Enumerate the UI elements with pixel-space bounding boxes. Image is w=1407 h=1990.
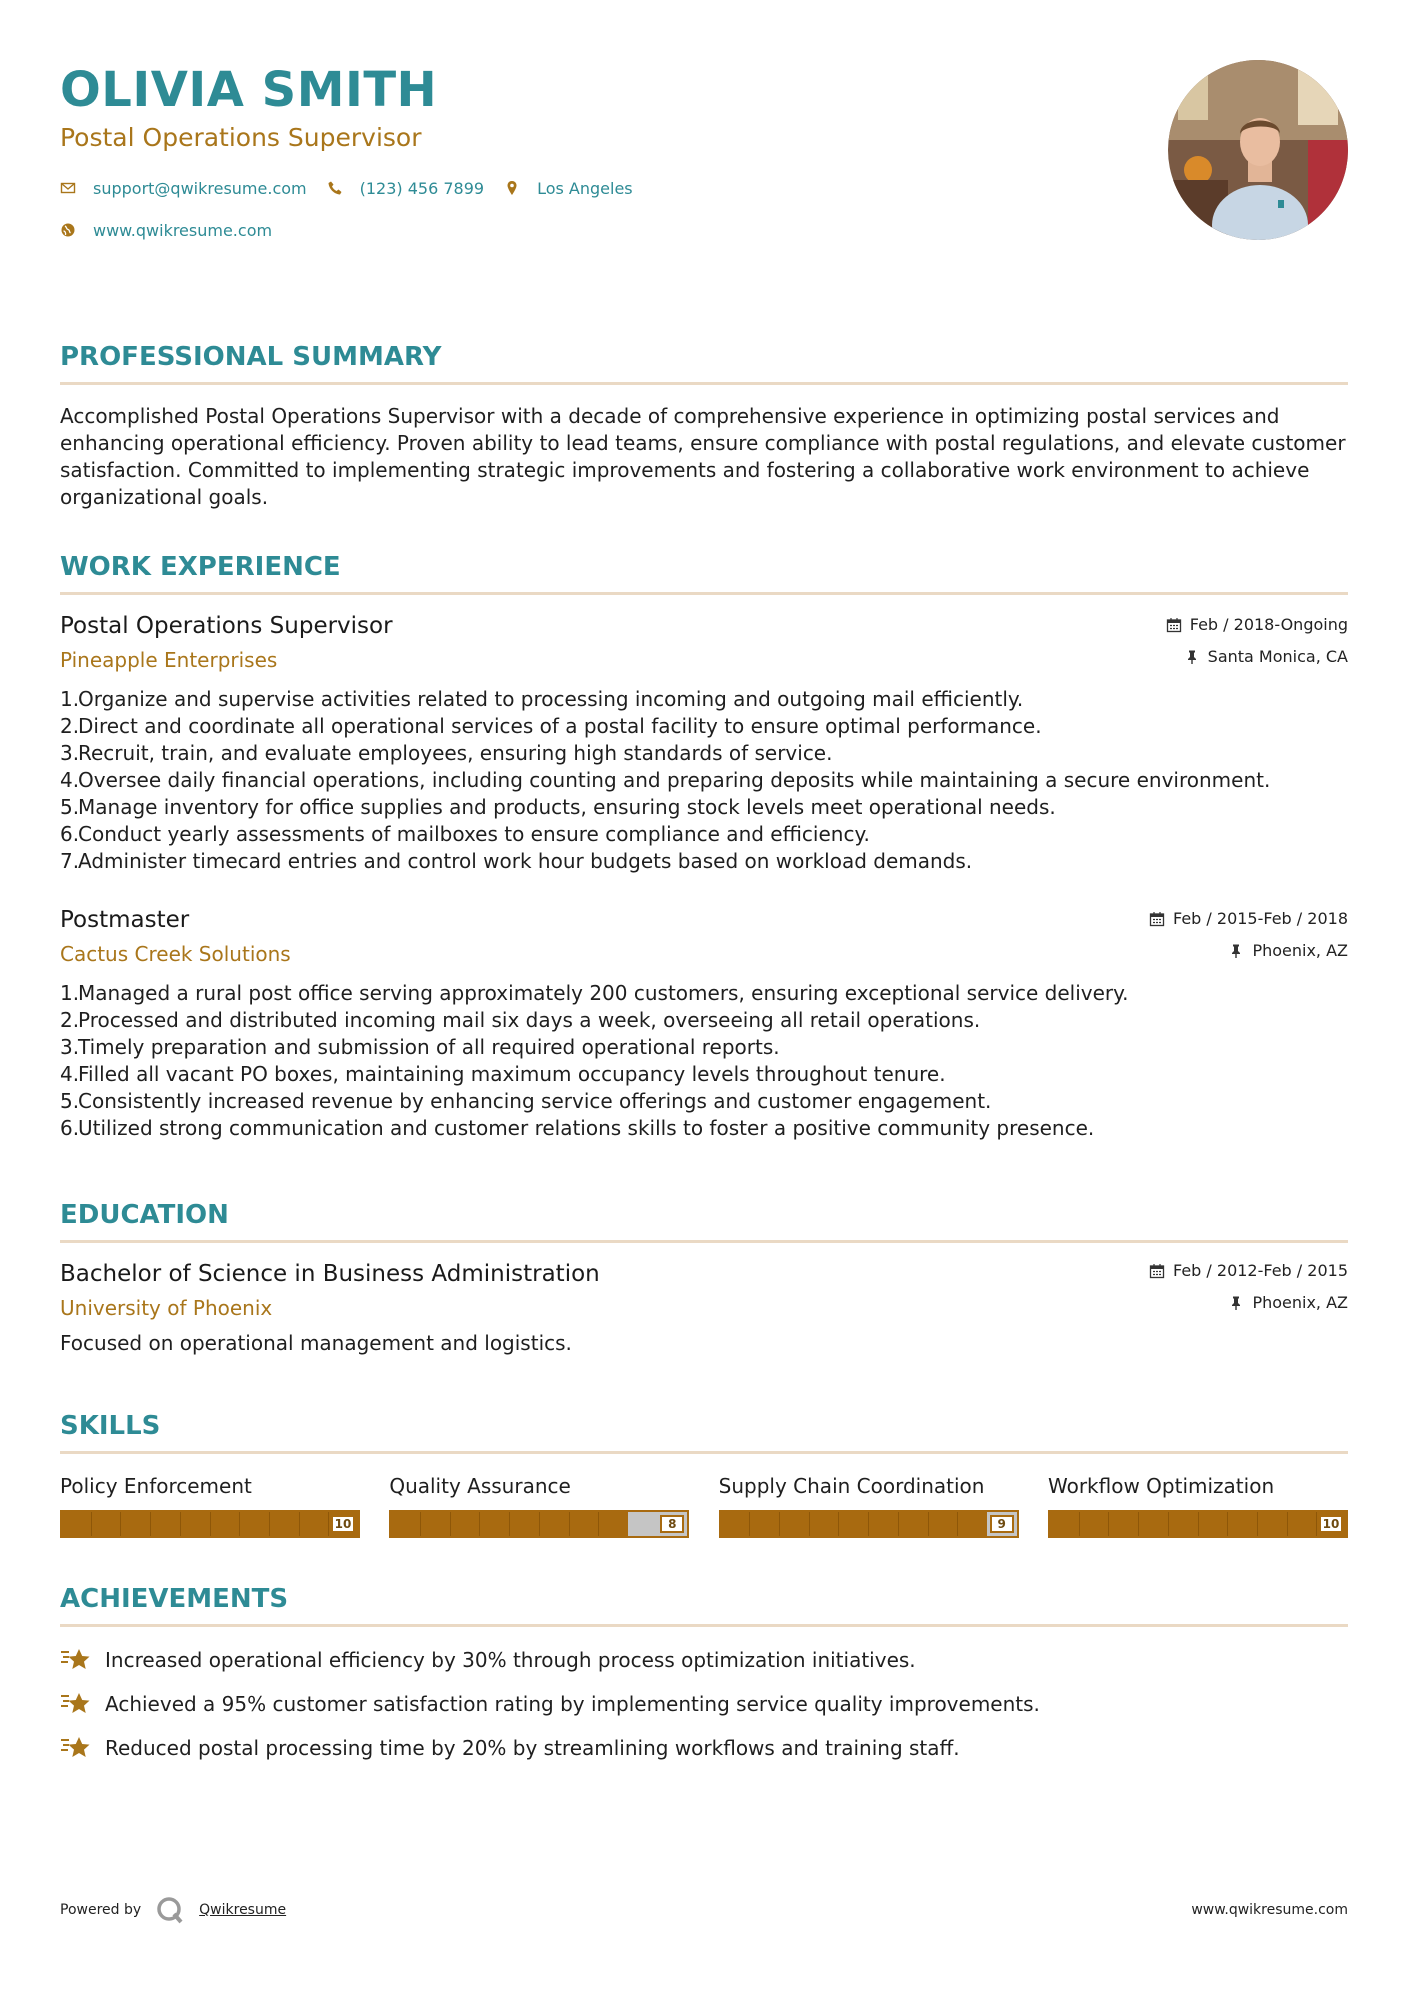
achievement-item bbox=[60, 1645, 1348, 1675]
dates-text: Feb / 2018-Ongoing bbox=[1189, 615, 1348, 634]
contact-email[interactable] bbox=[60, 179, 307, 198]
duty-item: 1. Organize and supervise activities related to processing incoming and outgoing mail efficiently. bbox=[60, 687, 1024, 711]
skill-name: Policy Enforcement bbox=[60, 1474, 252, 1498]
header bbox=[60, 60, 1348, 250]
dates-text: Feb / 2012-Feb / 2015 bbox=[1173, 1261, 1348, 1280]
experience-section bbox=[60, 550, 1348, 1142]
calendar-icon bbox=[1149, 911, 1165, 927]
job-dates bbox=[1149, 907, 1348, 931]
skill-item bbox=[389, 1472, 689, 1538]
education-title: EDUCATION bbox=[60, 1200, 229, 1230]
duty-item: 6. Conduct yearly assessments of mailboxes to ensure compliance and efficiency. bbox=[60, 822, 870, 846]
candidate-name: OLIVIA SMITH bbox=[60, 62, 438, 118]
achievement-text: Achieved a 95% customer satisfaction rating by implementing service quality improvements. bbox=[105, 1692, 1040, 1716]
duty-item: 3. Timely preparation and submission of all required operational reports. bbox=[60, 1035, 780, 1059]
qwikresume-logo-icon bbox=[155, 1895, 185, 1925]
job-dates bbox=[1166, 613, 1348, 637]
location-text: Los Angeles bbox=[537, 178, 633, 198]
location-text: Phoenix, AZ bbox=[1252, 941, 1348, 960]
job-title: Postal Operations Supervisor bbox=[60, 613, 393, 639]
qwikresume-link[interactable]: Qwikresume bbox=[199, 1902, 287, 1918]
section-divider bbox=[60, 382, 1348, 385]
skill-level-bar bbox=[60, 1510, 360, 1538]
skills-title: SKILLS bbox=[60, 1411, 161, 1441]
website-text[interactable]: www.qwikresume.com bbox=[93, 220, 273, 240]
achievement-item bbox=[60, 1689, 1348, 1719]
powered-by-label: Powered by bbox=[60, 1902, 142, 1918]
section-divider bbox=[60, 592, 1348, 595]
duty-item: 2. Direct and coordinate all operational services of a postal facility to ensure optimal performance. bbox=[60, 714, 1042, 738]
education-meta bbox=[1149, 1259, 1348, 1315]
contact-row-1 bbox=[60, 176, 1348, 200]
duty-item: 4. Oversee daily financial operations, including counting and preparing deposits while maintaining a secure environment. bbox=[60, 768, 1271, 792]
achievements-section bbox=[60, 1582, 1348, 1763]
skill-item bbox=[1048, 1472, 1348, 1538]
map-pin-icon bbox=[504, 180, 520, 196]
skill-level-fill bbox=[391, 1512, 628, 1536]
achievement-item bbox=[60, 1733, 1348, 1763]
skill-name: Quality Assurance bbox=[389, 1474, 571, 1498]
education-section bbox=[60, 1198, 1348, 1357]
skill-name: Workflow Optimization bbox=[1047, 1474, 1275, 1498]
phone-text[interactable]: (123) 456 7899 bbox=[359, 178, 485, 198]
skill-level-badge: 10 bbox=[331, 1515, 355, 1533]
powered-by bbox=[60, 1895, 286, 1925]
education-header bbox=[60, 1259, 1348, 1322]
skill-level-fill bbox=[1050, 1512, 1346, 1536]
skill-level-fill bbox=[62, 1512, 358, 1536]
pushpin-icon bbox=[1228, 943, 1244, 959]
footer bbox=[60, 1895, 1348, 1925]
skill-level-bar bbox=[719, 1510, 1019, 1538]
school-name: University of Phoenix bbox=[60, 1296, 273, 1320]
footer-site-link[interactable]: www.qwikresume.com bbox=[1191, 1902, 1348, 1918]
skills-section bbox=[60, 1409, 1348, 1538]
education-description: Focused on operational management and logistics. bbox=[60, 1331, 572, 1355]
section-divider bbox=[60, 1451, 1348, 1454]
skill-level-badge: 8 bbox=[660, 1515, 684, 1533]
star-icon bbox=[60, 1690, 92, 1718]
globe-icon bbox=[60, 222, 76, 238]
contact-location bbox=[504, 179, 633, 198]
contact-website[interactable] bbox=[60, 221, 272, 240]
experience-title: WORK EXPERIENCE bbox=[60, 552, 341, 582]
achievements-list bbox=[60, 1645, 1348, 1763]
skill-name: Supply Chain Coordination bbox=[718, 1474, 985, 1498]
pushpin-icon bbox=[1228, 1295, 1244, 1311]
job-title: Postmaster bbox=[60, 907, 190, 933]
job-header bbox=[60, 905, 1348, 968]
duty-item: 1. Managed a rural post office serving approximately 200 customers, ensuring exceptional service delivery. bbox=[60, 981, 1129, 1005]
education-dates bbox=[1149, 1259, 1348, 1283]
calendar-icon bbox=[1166, 617, 1182, 633]
summary-title: PROFESSIONAL SUMMARY bbox=[60, 342, 442, 372]
section-divider bbox=[60, 1240, 1348, 1243]
envelope-icon bbox=[60, 180, 76, 196]
achievements-title: ACHIEVEMENTS bbox=[60, 1584, 289, 1614]
contact-row-2 bbox=[60, 218, 1348, 242]
job-duties bbox=[60, 686, 1348, 875]
phone-icon bbox=[327, 180, 343, 196]
company-name: Pineapple Enterprises bbox=[60, 648, 278, 672]
skill-level-badge: 10 bbox=[1319, 1515, 1343, 1533]
skill-level-fill bbox=[721, 1512, 987, 1536]
location-text: Phoenix, AZ bbox=[1252, 1293, 1348, 1312]
duty-item: 5. Consistently increased revenue by enhancing service offerings and customer engagement. bbox=[60, 1089, 992, 1113]
duty-item: 7. Administer timecard entries and control work hour budgets based on workload demands. bbox=[60, 849, 973, 873]
skill-level-badge: 9 bbox=[990, 1515, 1014, 1533]
section-divider bbox=[60, 1624, 1348, 1627]
dates-text: Feb / 2015-Feb / 2018 bbox=[1173, 909, 1348, 928]
job-meta bbox=[1149, 905, 1348, 963]
achievement-text: Reduced postal processing time by 20% by streamlining workflows and training staff. bbox=[105, 1736, 960, 1760]
candidate-role: Postal Operations Supervisor bbox=[60, 123, 422, 152]
summary-section bbox=[60, 340, 1348, 511]
contact-phone[interactable] bbox=[327, 179, 484, 198]
company-name: Cactus Creek Solutions bbox=[60, 942, 291, 966]
location-text: Santa Monica, CA bbox=[1207, 647, 1348, 666]
job-meta bbox=[1166, 611, 1348, 669]
job-entry bbox=[60, 905, 1348, 1142]
pushpin-icon bbox=[1184, 649, 1200, 665]
skills-list bbox=[60, 1472, 1348, 1538]
education-location bbox=[1149, 1291, 1348, 1315]
duty-item: 3. Recruit, train, and evaluate employees, ensuring high standards of service. bbox=[60, 741, 833, 765]
education-entry bbox=[60, 1259, 1348, 1357]
resume-content bbox=[60, 60, 1348, 1763]
duty-item: 6. Utilized strong communication and customer relations skills to foster a positive community presence. bbox=[60, 1116, 1095, 1140]
job-location bbox=[1166, 645, 1348, 669]
job-duties bbox=[60, 980, 1348, 1142]
job-entry bbox=[60, 611, 1348, 875]
duty-item: 4. Filled all vacant PO boxes, maintaining maximum occupancy levels throughout tenure. bbox=[60, 1062, 946, 1086]
star-icon bbox=[60, 1646, 92, 1674]
email-text[interactable]: support@qwikresume.com bbox=[93, 178, 307, 198]
job-location bbox=[1149, 939, 1348, 963]
star-icon bbox=[60, 1734, 92, 1762]
achievement-text: Increased operational efficiency by 30% through process optimization initiatives. bbox=[105, 1648, 916, 1672]
skill-item bbox=[719, 1472, 1019, 1538]
calendar-icon bbox=[1149, 1263, 1165, 1279]
degree-title: Bachelor of Science in Business Administration bbox=[60, 1261, 600, 1287]
skill-level-bar bbox=[1048, 1510, 1348, 1538]
skill-level-bar bbox=[389, 1510, 689, 1538]
job-header bbox=[60, 611, 1348, 674]
profile-photo bbox=[1168, 60, 1348, 240]
duty-item: 2. Processed and distributed incoming mail six days a week, overseeing all retail operations. bbox=[60, 1008, 981, 1032]
skill-item bbox=[60, 1472, 360, 1538]
summary-text: Accomplished Postal Operations Supervisor with a decade of comprehensive experience in optimizing postal services and enhancing operational efficiency. Proven ability to lead teams, ensure compliance with postal regulations, and elevate customer satisfaction. Committed to implementing strategic improvements and fostering a collaborative work environment to achieve organizational goals. bbox=[60, 404, 1346, 509]
duty-item: 5. Manage inventory for office supplies and products, ensuring stock levels meet operational needs. bbox=[60, 795, 1056, 819]
